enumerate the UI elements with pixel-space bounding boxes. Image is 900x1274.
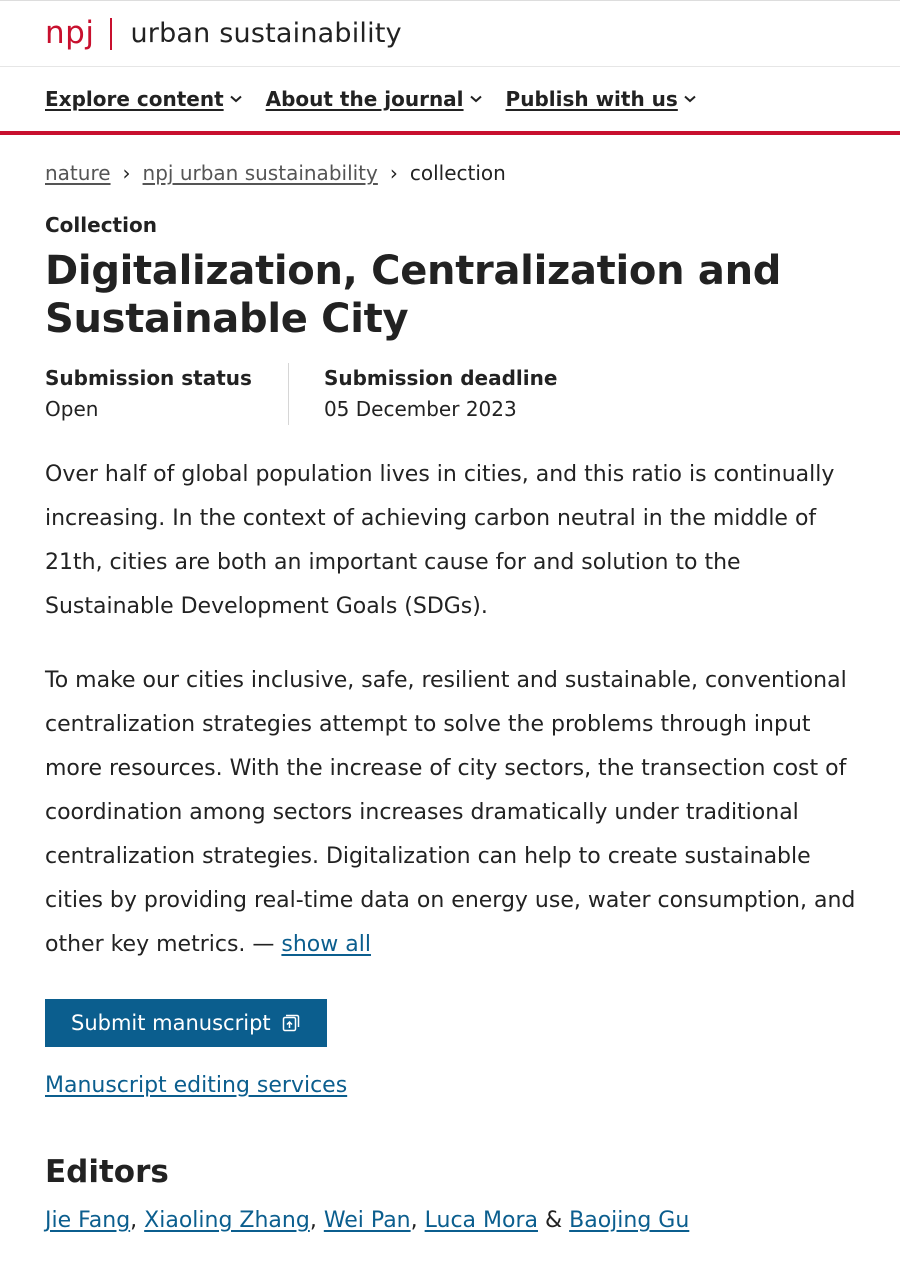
submission-deadline-value: 05 December 2023 [323,397,517,421]
submission-deadline-label: Submission deadline [323,366,558,390]
submission-info [45,363,866,425]
nav-explore-content-label: Explore content [45,87,224,111]
nav-publish-with-us-label: Publish with us [505,87,678,111]
journal-name[interactable]: urban sustainability [130,18,402,49]
editor-link[interactable]: Baojing Gu [569,1208,690,1233]
nav-about-journal-label: About the journal [265,87,464,111]
page-title: Digitalization, Centralization and Sustainable City [45,248,782,342]
submit-manuscript-label: Submit manuscript [71,1011,271,1035]
site-header [0,0,900,67]
editor-link[interactable]: Wei Pan [323,1208,411,1233]
nav-about-journal[interactable] [266,87,482,111]
submission-status-label: Submission status [45,366,252,390]
manuscript-editing-link[interactable]: Manuscript editing services [45,1073,348,1098]
description-paragraph: Over half of global population lives in cities, and this ratio is continually increasing. In the context of achieving carbon neutral in the middle of 21th, cities are both an important cause for and solution to the Sustainable Development Goals (SDGs). [45,462,835,619]
breadcrumb-nature[interactable]: nature [45,161,111,185]
main-nav [0,67,900,135]
breadcrumb-current: collection [409,161,506,185]
editor-link[interactable]: Xiaoling Zhang [144,1208,310,1233]
breadcrumb-separator: › [122,161,131,185]
breadcrumb-journal[interactable]: npj urban sustainability [142,161,378,185]
editor-separator: , [309,1208,317,1233]
editors-heading: Editors [45,1154,169,1190]
submission-status-value: Open [45,397,99,421]
chevron-down-icon [470,95,482,103]
description-paragraph-2 [45,659,866,967]
content-type-label: Collection [45,213,157,237]
npj-logo[interactable]: npj [45,15,95,51]
logo-divider [110,18,112,50]
chevron-down-icon [230,95,242,103]
external-link-icon [281,1013,301,1033]
editor-ampersand: & [544,1208,563,1233]
description-text: To make our cities inclusive, safe, resilient and sustainable, conventional centralization strategies attempt to solve the problems through input more resources. With the increase of city sectors, the transection cost of coordination among sectors increases dramatically under traditional centralization strategies. Digitalization can help to create sustainable cities by providing real-time data on energy use, water consumption, and other key metrics. — [45,668,856,957]
main-content [0,161,900,1233]
nav-publish-with-us[interactable] [506,87,696,111]
editor-link[interactable]: Jie Fang [45,1208,131,1233]
show-all-link[interactable]: show all [281,932,371,957]
editor-separator: , [410,1208,418,1233]
breadcrumb-separator: › [389,161,398,185]
submission-status [45,363,288,425]
breadcrumb [45,161,866,185]
submission-deadline [288,363,593,425]
nav-explore-content[interactable] [45,87,242,111]
editor-link[interactable]: Luca Mora [424,1208,538,1233]
chevron-down-icon [684,95,696,103]
submit-manuscript-button[interactable] [45,999,327,1047]
editors-list [45,1208,866,1233]
editor-separator: , [130,1208,138,1233]
